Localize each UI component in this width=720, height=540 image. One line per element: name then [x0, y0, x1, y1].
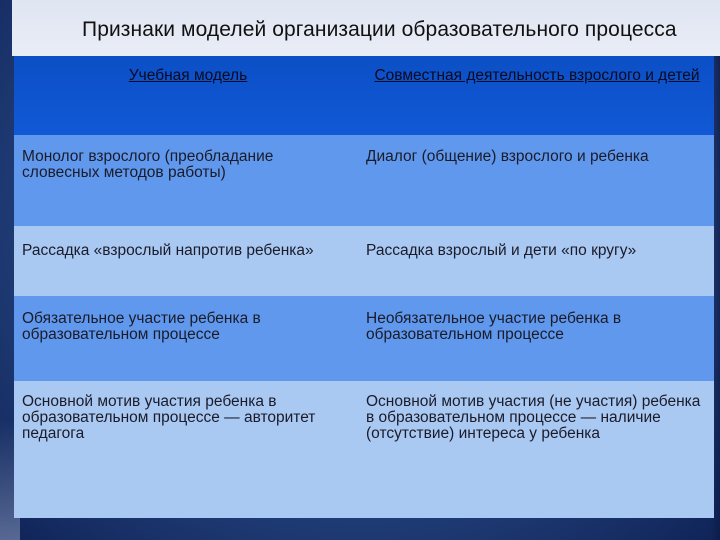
cell-text: Необязательное участие ребенка в образовательном процессе — [366, 310, 622, 343]
table-row — [14, 226, 714, 296]
table-cell — [360, 226, 714, 296]
title-bar — [12, 0, 720, 56]
cell-text: Основной мотив участия (не участия) ребенка в образовательном процессе — наличие (отсутствие) интереса у ребенка — [366, 393, 701, 442]
table-row — [14, 135, 714, 226]
slide-title: Признаки моделей организации образовательного процесса — [82, 18, 677, 41]
table-row — [14, 381, 714, 518]
comparison-table — [14, 56, 714, 518]
table-row — [14, 296, 714, 381]
table-header-row — [14, 56, 714, 135]
table-cell — [14, 226, 360, 296]
header-label-educational-model: Учебная модель — [128, 67, 248, 84]
cell-text: Рассадка «взрослый напротив ребенка» — [22, 242, 314, 259]
cell-text: Рассадка взрослый и дети «по кругу» — [366, 242, 637, 259]
table-cell — [360, 296, 714, 381]
table-cell — [14, 296, 360, 381]
table-header-cell — [14, 56, 360, 135]
cell-text: Основной мотив участия ребенка в образовательном процессе — авторитет педагога — [22, 393, 316, 442]
table-header-cell — [360, 56, 714, 135]
cell-text: Монолог взрослого (преобладание словесных методов работы) — [22, 148, 274, 181]
cell-text: Диалог (общение) взрослого и ребенка — [366, 148, 649, 165]
cell-text: Обязательное участие ребенка в образовательном процессе — [22, 310, 261, 343]
header-label-joint-activity: Совместная деятельность взрослого и детей — [374, 67, 700, 84]
table-cell — [360, 135, 714, 226]
table-cell — [14, 135, 360, 226]
table-cell — [14, 381, 360, 518]
table-cell — [360, 381, 714, 518]
